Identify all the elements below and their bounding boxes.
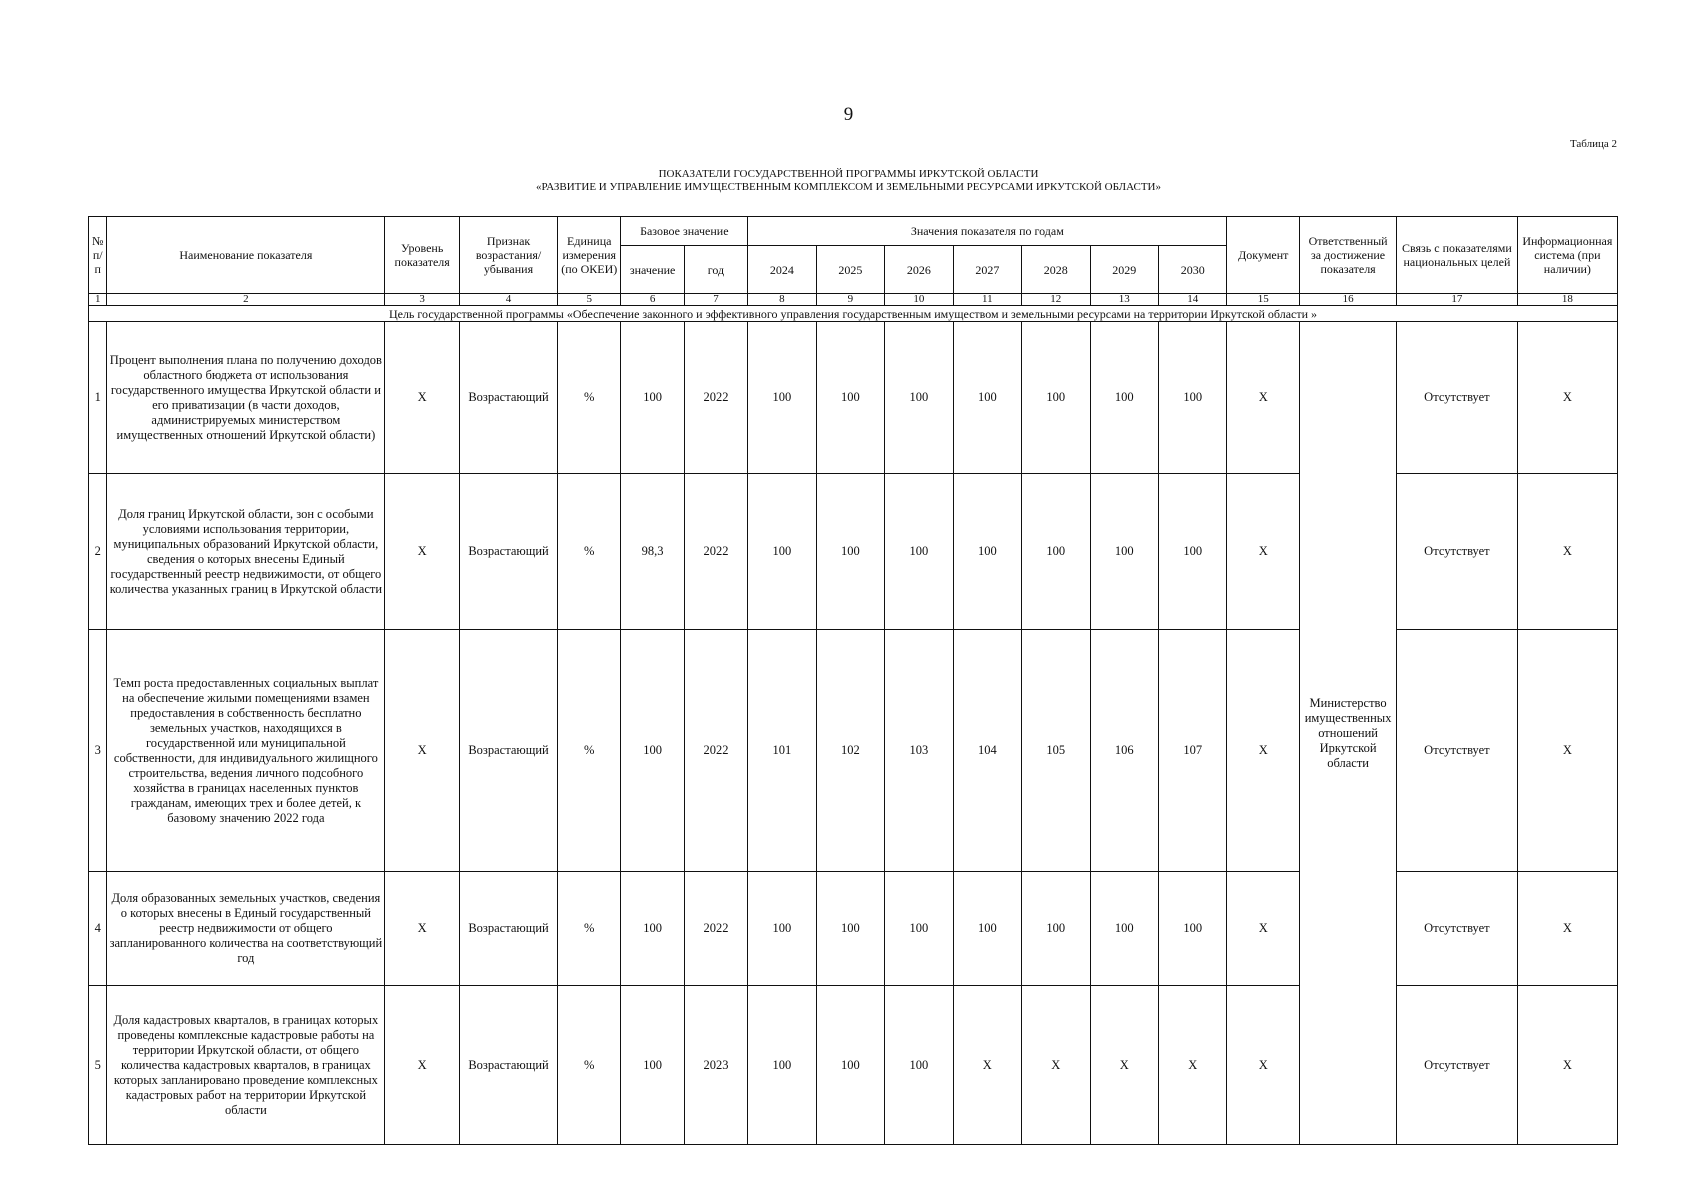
column-number: 18 xyxy=(1517,294,1617,306)
column-number: 15 xyxy=(1227,294,1300,306)
indicator-sign: Возрастающий xyxy=(459,322,557,474)
header-num: № п/п xyxy=(89,217,107,294)
year-value: 100 xyxy=(885,986,953,1145)
indicator-document: X xyxy=(1227,630,1300,872)
year-value: 102 xyxy=(816,630,884,872)
year-value: 100 xyxy=(1022,474,1090,630)
year-value: 105 xyxy=(1022,630,1090,872)
year-value: 104 xyxy=(953,630,1021,872)
indicator-level: X xyxy=(385,322,460,474)
year-value: 100 xyxy=(748,474,816,630)
indicator-sign: Возрастающий xyxy=(459,474,557,630)
year-value: 100 xyxy=(1158,872,1227,986)
column-number: 12 xyxy=(1022,294,1090,306)
indicator-name: Процент выполнения плана по получению доходов областного бюджета от использования государственного имущества Иркутской области и его приватизации (в части доходов, администрируемых министерством имущественных отношений Иркутской области) xyxy=(107,322,385,474)
indicator-document: X xyxy=(1227,986,1300,1145)
year-value: 100 xyxy=(885,872,953,986)
indicator-document: X xyxy=(1227,474,1300,630)
national-goals-link: Отсутствует xyxy=(1397,986,1518,1145)
year-value: 100 xyxy=(953,872,1021,986)
row-number: 1 xyxy=(89,322,107,474)
header-name: Наименование показателя xyxy=(107,217,385,294)
responsible-ministry: Министерство имущественных отношений Иркутской области xyxy=(1300,322,1397,1145)
header-unit: Единица измерения (по ОКЕИ) xyxy=(558,217,621,294)
header-info: Информационная система (при наличии) xyxy=(1517,217,1617,294)
header-base: Базовое значение xyxy=(621,217,748,246)
row-number: 5 xyxy=(89,986,107,1145)
year-value: 100 xyxy=(748,322,816,474)
column-number: 16 xyxy=(1300,294,1397,306)
row-number: 3 xyxy=(89,630,107,872)
indicator-name: Доля образованных земельных участков, сведения о которых внесены в Единый государственный реестр недвижимости от общего запланированного количества на соответствующий год xyxy=(107,872,385,986)
year-value: 100 xyxy=(953,474,1021,630)
base-value: 100 xyxy=(621,322,684,474)
column-number: 6 xyxy=(621,294,684,306)
national-goals-link: Отсутствует xyxy=(1397,872,1518,986)
indicator-unit: % xyxy=(558,630,621,872)
base-year: 2022 xyxy=(684,872,747,986)
year-value: 100 xyxy=(748,872,816,986)
column-number: 17 xyxy=(1397,294,1518,306)
year-value: 100 xyxy=(1158,322,1227,474)
year-value: 100 xyxy=(885,474,953,630)
national-goals-link: Отсутствует xyxy=(1397,474,1518,630)
year-value: 100 xyxy=(1022,872,1090,986)
base-year: 2022 xyxy=(684,322,747,474)
header-sign: Признак возрастания/ убывания xyxy=(459,217,557,294)
header-national: Связь с показателями национальных целей xyxy=(1397,217,1518,294)
table-row xyxy=(89,322,1618,474)
column-number: 10 xyxy=(885,294,953,306)
row-number: 2 xyxy=(89,474,107,630)
column-number: 8 xyxy=(748,294,816,306)
page-number: 9 xyxy=(843,104,854,125)
header-document: Документ xyxy=(1227,217,1300,294)
column-number: 11 xyxy=(953,294,1021,306)
header-year: 2026 xyxy=(885,246,953,294)
year-value: 100 xyxy=(1090,474,1158,630)
indicator-unit: % xyxy=(558,322,621,474)
year-value: 100 xyxy=(816,474,884,630)
year-value: X xyxy=(1090,986,1158,1145)
indicator-unit: % xyxy=(558,986,621,1145)
column-number: 5 xyxy=(558,294,621,306)
header-base-year: год xyxy=(684,246,747,294)
indicator-sign: Возрастающий xyxy=(459,630,557,872)
year-value: 101 xyxy=(748,630,816,872)
year-value: 107 xyxy=(1158,630,1227,872)
title-line-1: ПОКАЗАТЕЛИ ГОСУДАРСТВЕННОЙ ПРОГРАММЫ ИРКУТСКОЙ ОБЛАСТИ xyxy=(658,168,1039,180)
indicator-level: X xyxy=(385,630,460,872)
indicator-document: X xyxy=(1227,322,1300,474)
header-responsible: Ответственный за достижение показателя xyxy=(1300,217,1397,294)
header-level: Уровень показателя xyxy=(385,217,460,294)
header-year: 2028 xyxy=(1022,246,1090,294)
year-value: 100 xyxy=(816,322,884,474)
header-year: 2024 xyxy=(748,246,816,294)
row-number: 4 xyxy=(89,872,107,986)
indicator-name: Доля границ Иркутской области, зон с особыми условиями использования территории, муниципальных образований Иркутской области, сведения о которых внесены Единый государственный реестр недвижимости, от общего количества указанных границ в Иркутской области xyxy=(107,474,385,630)
indicator-document: X xyxy=(1227,872,1300,986)
indicator-sign: Возрастающий xyxy=(459,986,557,1145)
year-value: 100 xyxy=(1090,872,1158,986)
indicator-name: Доля кадастровых кварталов, в границах которых проведены комплексные кадастровые работы на территории Иркутской области, от общего количества кадастровых кварталов, в границах которых запланировано проведение комплексных кадастровых работ на территории Иркутской области xyxy=(107,986,385,1145)
info-system: X xyxy=(1517,986,1617,1145)
indicator-unit: % xyxy=(558,474,621,630)
indicator-level: X xyxy=(385,986,460,1145)
base-value: 98,3 xyxy=(621,474,684,630)
year-value: 100 xyxy=(1158,474,1227,630)
program-goal: Цель государственной программы «Обеспечение законного и эффективного управления государственным имуществом и земельными ресурсами на территории Иркутской области » xyxy=(89,306,1618,322)
year-value: 100 xyxy=(953,322,1021,474)
base-value: 100 xyxy=(621,630,684,872)
title-line-2: «РАЗВИТИЕ И УПРАВЛЕНИЕ ИМУЩЕСТВЕННЫМ КОМПЛЕКСОМ И ЗЕМЕЛЬНЫМИ РЕСУРСАМИ ИРКУТСКОЙ ОБЛАСТИ» xyxy=(536,181,1161,193)
indicator-sign: Возрастающий xyxy=(459,872,557,986)
national-goals-link: Отсутствует xyxy=(1397,630,1518,872)
column-number: 1 xyxy=(89,294,107,306)
national-goals-link: Отсутствует xyxy=(1397,322,1518,474)
table-label: Таблица 2 xyxy=(1569,138,1617,150)
indicator-unit: % xyxy=(558,872,621,986)
info-system: X xyxy=(1517,872,1617,986)
base-year: 2023 xyxy=(684,986,747,1145)
column-number: 3 xyxy=(385,294,460,306)
header-year: 2027 xyxy=(953,246,1021,294)
year-value: 100 xyxy=(1022,322,1090,474)
column-number: 4 xyxy=(459,294,557,306)
column-number: 13 xyxy=(1090,294,1158,306)
year-value: 100 xyxy=(885,322,953,474)
indicator-name: Темп роста предоставленных социальных выплат на обеспечение жилыми помещениями взамен предоставления в собственность бесплатно земельных участков, находящихся в государственной или муниципальной собственности, для индивидуального жилищного строительства, ведения личного подсобного хозяйства в границах населенных пунктов гражданам, имеющих трех и более детей, к базовому значению 2022 года xyxy=(107,630,385,872)
header-year: 2030 xyxy=(1158,246,1227,294)
indicator-level: X xyxy=(385,474,460,630)
year-value: 100 xyxy=(1090,322,1158,474)
year-value: 100 xyxy=(816,872,884,986)
info-system: X xyxy=(1517,322,1617,474)
base-year: 2022 xyxy=(684,630,747,872)
header-base-value: значение xyxy=(621,246,684,294)
column-number: 2 xyxy=(107,294,385,306)
document-title xyxy=(0,168,1697,194)
column-numbers-row xyxy=(89,294,1618,306)
base-year: 2022 xyxy=(684,474,747,630)
indicators-table xyxy=(88,216,1618,1145)
header-years-group: Значения показателя по годам xyxy=(748,217,1227,246)
base-value: 100 xyxy=(621,872,684,986)
year-value: 106 xyxy=(1090,630,1158,872)
year-value: X xyxy=(1022,986,1090,1145)
header-year: 2029 xyxy=(1090,246,1158,294)
info-system: X xyxy=(1517,474,1617,630)
column-number: 9 xyxy=(816,294,884,306)
year-value: X xyxy=(1158,986,1227,1145)
base-value: 100 xyxy=(621,986,684,1145)
header-year: 2025 xyxy=(816,246,884,294)
year-value: 100 xyxy=(748,986,816,1145)
year-value: 100 xyxy=(816,986,884,1145)
column-number: 7 xyxy=(684,294,747,306)
year-value: X xyxy=(953,986,1021,1145)
indicator-level: X xyxy=(385,872,460,986)
column-number: 14 xyxy=(1158,294,1227,306)
year-value: 103 xyxy=(885,630,953,872)
info-system: X xyxy=(1517,630,1617,872)
goal-row xyxy=(89,306,1618,322)
